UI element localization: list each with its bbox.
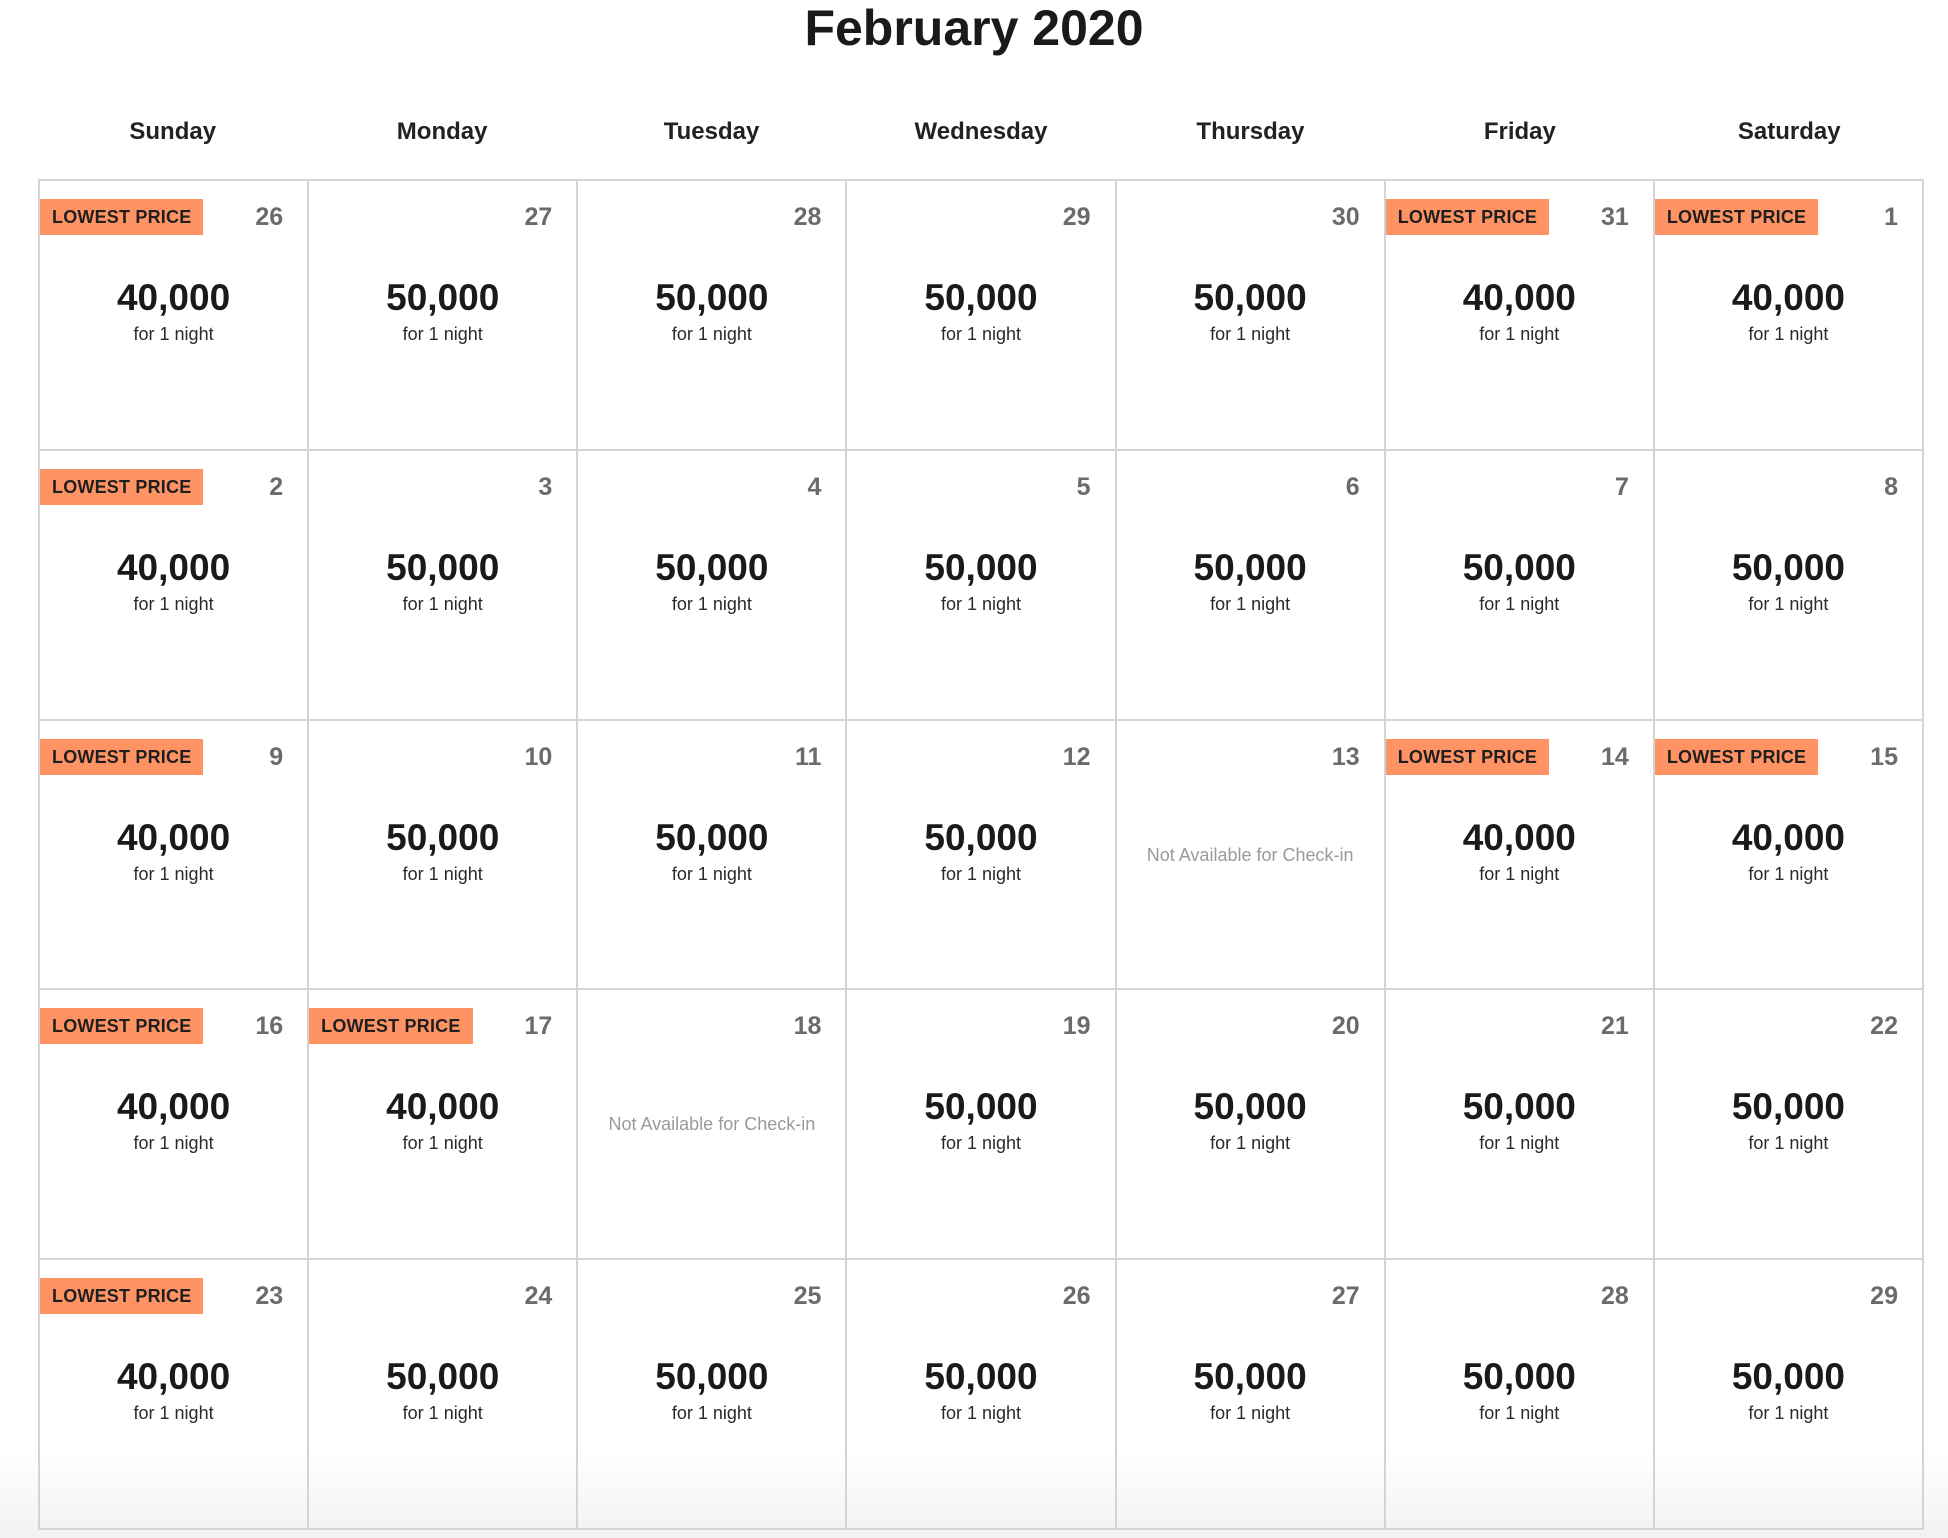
calendar-day-cell[interactable] (1386, 181, 1655, 451)
points-price: 40,000 (1462, 816, 1576, 858)
lowest-price-badge: LOWEST PRICE (1655, 739, 1818, 775)
day-number: 26 (1062, 1282, 1091, 1311)
day-number: 21 (1601, 1012, 1629, 1041)
day-number: 17 (524, 1012, 553, 1041)
day-number: 20 (1331, 1012, 1360, 1041)
calendar-day-cell[interactable] (578, 721, 847, 991)
calendar-day-cell[interactable] (309, 181, 578, 451)
points-price: 40,000 (116, 1356, 231, 1398)
calendar-day-cell[interactable] (1655, 181, 1924, 451)
day-number: 14 (1601, 742, 1629, 771)
month-title: February 2020 (804, 0, 1144, 56)
calendar-day-cell[interactable] (40, 451, 309, 721)
day-number: 19 (1062, 1012, 1091, 1041)
day-number: 29 (1062, 203, 1091, 231)
lowest-price-badge: LOWEST PRICE (40, 199, 203, 235)
calendar-day-cell[interactable] (1655, 451, 1924, 721)
points-price: 50,000 (1731, 546, 1845, 588)
calendar-day-cell[interactable] (309, 721, 578, 991)
nights-label: for 1 night (1479, 324, 1560, 344)
points-price: 50,000 (1462, 1086, 1576, 1128)
nights-label: for 1 night (1748, 1133, 1829, 1154)
lowest-price-badge: LOWEST PRICE (1386, 739, 1549, 775)
points-price: 50,000 (924, 1356, 1038, 1398)
lowest-price-badge: LOWEST PRICE (40, 1278, 203, 1314)
calendar-day-cell[interactable] (40, 181, 309, 451)
day-number: 29 (1870, 1282, 1898, 1311)
day-number: 22 (1870, 1012, 1898, 1041)
calendar-day-cell[interactable] (1386, 1260, 1655, 1530)
calendar-day-cell[interactable] (847, 181, 1116, 451)
weekday-saturday: Saturday (1737, 118, 1841, 145)
day-number: 12 (1062, 742, 1091, 771)
day-number: 7 (1614, 472, 1629, 501)
calendar-day-cell[interactable] (847, 451, 1116, 721)
nights-label: for 1 night (402, 324, 483, 344)
calendar-day-cell[interactable] (578, 451, 847, 721)
nights-label: for 1 night (671, 1403, 752, 1424)
day-number: 10 (524, 742, 553, 771)
calendar-day-cell[interactable] (1655, 990, 1924, 1260)
day-number: 6 (1345, 472, 1360, 501)
calendar-day-cell[interactable] (578, 1260, 847, 1530)
points-price: 50,000 (924, 546, 1038, 588)
calendar-day-cell (1117, 721, 1386, 991)
weekday-thursday: Thursday (1196, 118, 1305, 145)
lowest-price-badge: LOWEST PRICE (40, 469, 203, 505)
day-number: 28 (1601, 1282, 1629, 1311)
weekday-tuesday: Tuesday (663, 118, 760, 145)
day-number: 15 (1870, 742, 1898, 771)
lowest-price-badge: LOWEST PRICE (40, 739, 203, 775)
calendar-day-cell[interactable] (1655, 1260, 1924, 1530)
nights-label: for 1 night (940, 324, 1022, 344)
calendar-day-cell[interactable] (847, 990, 1116, 1260)
day-number: 2 (269, 472, 284, 501)
points-price: 50,000 (1731, 1356, 1845, 1398)
nights-label: for 1 night (940, 1403, 1022, 1424)
points-price: 50,000 (655, 546, 769, 588)
points-price: 50,000 (655, 1356, 769, 1398)
points-price: 40,000 (116, 277, 231, 318)
calendar-day-cell (578, 990, 847, 1260)
day-number: 4 (807, 472, 822, 501)
points-price: 50,000 (386, 277, 500, 318)
calendar-day-cell[interactable] (309, 990, 578, 1260)
nights-label: for 1 night (1748, 324, 1829, 344)
nights-label: for 1 night (133, 593, 214, 614)
weekday-monday: Monday (396, 118, 488, 145)
lowest-price-badge: LOWEST PRICE (40, 1008, 203, 1044)
points-price: 50,000 (655, 816, 769, 858)
points-price: 50,000 (386, 1356, 500, 1398)
day-number: 23 (255, 1282, 284, 1311)
weekday-wednesday: Wednesday (914, 118, 1048, 145)
day-number: 3 (538, 472, 553, 501)
nights-label: for 1 night (940, 593, 1022, 614)
points-price: 40,000 (1731, 816, 1845, 858)
points-price: 40,000 (1731, 277, 1845, 318)
points-price: 50,000 (1193, 277, 1307, 318)
nights-label: for 1 night (1479, 1403, 1560, 1424)
day-number: 30 (1331, 203, 1360, 231)
nights-label: for 1 night (671, 593, 752, 614)
nights-label: for 1 night (402, 1133, 483, 1154)
calendar-day-cell[interactable] (40, 1260, 309, 1530)
nights-label: for 1 night (1479, 593, 1560, 614)
nights-label: for 1 night (1210, 1403, 1291, 1424)
calendar-day-cell[interactable] (1655, 721, 1924, 991)
calendar-day-cell[interactable] (1386, 990, 1655, 1260)
calendar-day-cell[interactable] (40, 990, 309, 1260)
calendar-day-cell[interactable] (1117, 181, 1386, 451)
day-number: 31 (1601, 203, 1629, 231)
nights-label: for 1 night (1210, 1133, 1291, 1154)
day-number: 27 (524, 203, 553, 231)
day-number: 8 (1884, 472, 1898, 501)
nights-label: for 1 night (402, 1403, 483, 1424)
nights-label: for 1 night (671, 863, 752, 884)
points-price: 40,000 (116, 816, 231, 858)
nights-label: for 1 night (1748, 1403, 1829, 1424)
weekday-header-row (38, 110, 1924, 154)
nights-label: for 1 night (671, 324, 752, 344)
nights-label: for 1 night (940, 1133, 1022, 1154)
day-number: 9 (269, 742, 284, 771)
calendar-day-cell[interactable] (40, 721, 309, 991)
calendar-day-cell[interactable] (309, 451, 578, 721)
day-number: 25 (793, 1282, 822, 1311)
nights-label: for 1 night (1748, 863, 1829, 884)
unavailable-label: Not Available for Check-in (1146, 844, 1354, 865)
day-number: 1 (1884, 203, 1898, 231)
points-price: 50,000 (1731, 1086, 1845, 1128)
nights-label: for 1 night (1210, 324, 1291, 344)
nights-label: for 1 night (133, 1403, 214, 1424)
day-number: 24 (524, 1282, 553, 1311)
points-price: 40,000 (1462, 277, 1576, 318)
calendar-day-cell[interactable] (847, 1260, 1116, 1530)
nights-label: for 1 night (940, 863, 1022, 884)
points-price: 50,000 (1193, 546, 1307, 588)
nights-label: for 1 night (1210, 593, 1291, 614)
calendar-day-cell[interactable] (847, 721, 1116, 991)
points-price: 50,000 (386, 546, 500, 588)
lowest-price-badge: LOWEST PRICE (1655, 199, 1818, 235)
calendar-day-cell[interactable] (1117, 990, 1386, 1260)
calendar-day-cell[interactable] (578, 181, 847, 451)
unavailable-label: Not Available for Check-in (608, 1114, 816, 1135)
day-number: 13 (1331, 742, 1360, 771)
nights-label: for 1 night (133, 324, 214, 344)
calendar-day-cell[interactable] (1117, 451, 1386, 721)
weekday-sunday: Sunday (129, 118, 217, 145)
weekday-friday: Friday (1483, 118, 1556, 145)
day-number: 28 (793, 203, 822, 231)
day-number: 5 (1076, 472, 1091, 501)
points-price: 50,000 (924, 277, 1038, 318)
points-price: 50,000 (924, 1086, 1038, 1128)
nights-label: for 1 night (133, 1133, 214, 1154)
nights-label: for 1 night (402, 593, 483, 614)
points-price: 50,000 (655, 277, 769, 318)
points-price: 50,000 (1193, 1086, 1307, 1128)
day-number: 26 (255, 203, 284, 231)
nights-label: for 1 night (1479, 863, 1560, 884)
nights-label: for 1 night (133, 863, 214, 884)
points-price: 50,000 (924, 816, 1038, 858)
nights-label: for 1 night (1748, 593, 1829, 614)
points-price: 50,000 (1462, 1356, 1576, 1398)
lowest-price-badge: LOWEST PRICE (1386, 199, 1549, 235)
nights-label: for 1 night (1479, 1133, 1560, 1154)
calendar-day-cell[interactable] (1117, 1260, 1386, 1530)
points-price: 50,000 (1193, 1356, 1307, 1398)
calendar-day-cell[interactable] (1386, 451, 1655, 721)
day-number: 11 (794, 742, 822, 771)
day-number: 27 (1331, 1282, 1360, 1311)
points-price: 40,000 (116, 546, 231, 588)
calendar-day-cell[interactable] (1386, 721, 1655, 991)
calendar-grid (38, 179, 1924, 1530)
points-price: 40,000 (116, 1086, 231, 1128)
points-price: 50,000 (1462, 546, 1576, 588)
day-number: 18 (793, 1012, 822, 1041)
points-price: 50,000 (386, 816, 500, 858)
lowest-price-badge: LOWEST PRICE (309, 1008, 472, 1044)
day-number: 16 (255, 1012, 284, 1041)
nights-label: for 1 night (402, 863, 483, 884)
calendar-day-cell[interactable] (309, 1260, 578, 1530)
points-price: 40,000 (386, 1086, 500, 1128)
